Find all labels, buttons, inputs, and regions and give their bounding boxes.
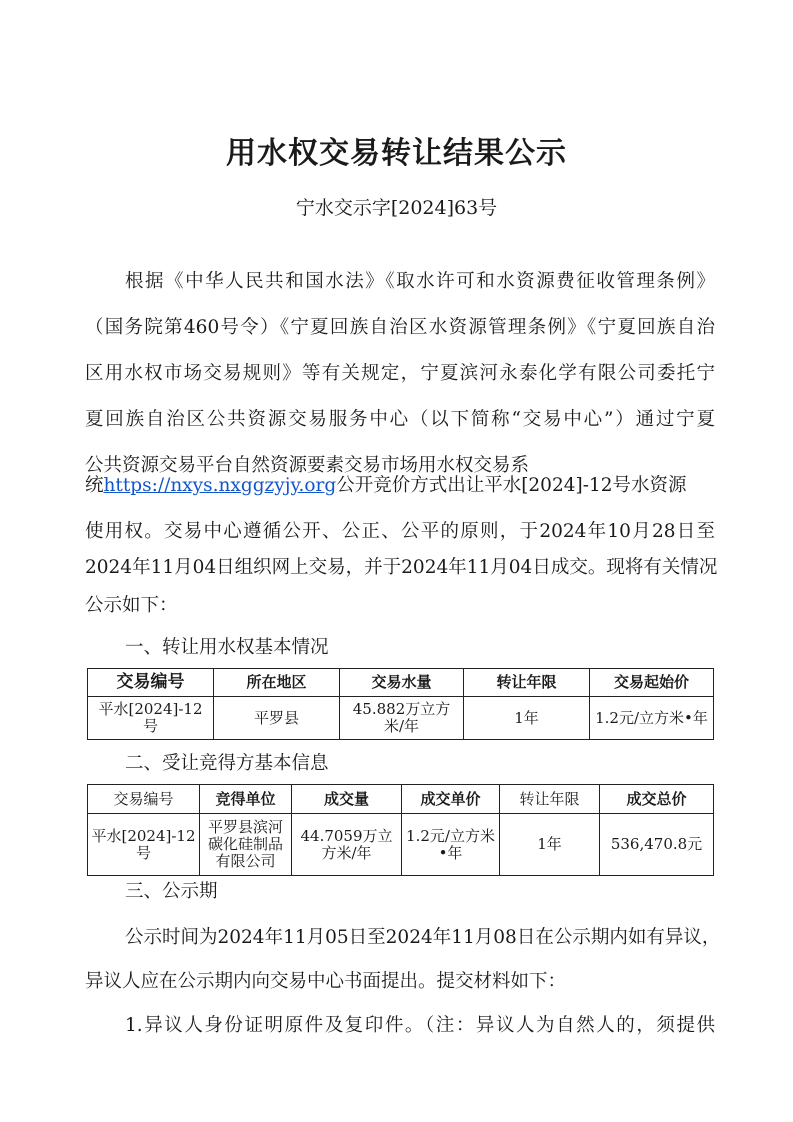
paragraph-line: 公示如下：: [85, 595, 178, 616]
table-header: 交易起始价: [590, 669, 714, 697]
paragraph-text: 公开竞价方式出让平水[2024]-12号水资源: [336, 475, 687, 496]
paragraph-line: 公共资源交易平台自然资源要素交易市场用水权交易系: [85, 455, 530, 476]
table-cell: 平水[2024]-12号: [88, 814, 200, 876]
table-cell: 平罗县: [214, 697, 340, 740]
paragraph-line: 使用权。交易中心遵循公开、公正、公平的原则，于2024年10月28日至: [85, 521, 715, 542]
paragraph-line-with-link: [85, 474, 715, 498]
paragraph-line: 区用水权市场交易规则》等有关规定，宁夏滨河永泰化学有限公司委托宁: [85, 363, 715, 384]
table-header: 成交单价: [402, 785, 500, 814]
paragraph-line: 夏回族自治区公共资源交易服务中心（以下简称“交易中心”）通过宁夏: [85, 409, 715, 430]
paragraph-text: 统: [85, 475, 104, 496]
section-heading: 一、转让用水权基本情况: [125, 637, 329, 658]
table-header: 交易水量: [340, 669, 464, 697]
table-cell: 1.2元/立方米•年: [590, 697, 714, 740]
paragraph-line: （国务院第460号令）《宁夏回族自治区水资源管理条例》《宁夏回族自治: [85, 317, 715, 338]
trading-system-link[interactable]: https://nxys.nxggzyjy.org: [103, 475, 337, 496]
table-cell: 44.7059万立方米/年: [292, 814, 402, 876]
transfer-info-table: [87, 668, 714, 740]
section-heading: 三、公示期: [125, 881, 218, 902]
table-cell: 536,470.8元: [600, 814, 714, 876]
table-header-row: [88, 669, 714, 697]
table-header: 转让年限: [464, 669, 590, 697]
winner-info-table: [87, 784, 714, 876]
section-heading: 二、受让竞得方基本信息: [125, 753, 329, 774]
table-cell: 1.2元/立方米•年: [402, 814, 500, 876]
table-cell: 1年: [500, 814, 600, 876]
paragraph-line: 公示时间为2024年11月05日至2024年11月08日在公示期内如有异议，: [125, 927, 721, 948]
table-header: 所在地区: [214, 669, 340, 697]
table-header: 转让年限: [500, 785, 600, 814]
table-row: [88, 697, 714, 740]
document-title: 用水权交易转让结果公示: [226, 136, 567, 171]
table-cell: 45.882万立方米/年: [340, 697, 464, 740]
table-header: 交易编号: [88, 785, 200, 814]
table-cell: 平水[2024]-12号: [88, 697, 214, 740]
paragraph-line: 根据《中华人民共和国水法》《取水许可和水资源费征收管理条例》: [125, 271, 715, 292]
paragraph-line: 2024年11月04日组织网上交易，并于2024年11月04日成交。现将有关情况: [85, 557, 718, 578]
document-number: 宁水交示字[2024]63号: [295, 197, 498, 219]
paragraph-line: 1.异议人身份证明原件及复印件。（注：异议人为自然人的，须提供: [125, 1015, 715, 1036]
table-cell: 1年: [464, 697, 590, 740]
table-row: [88, 814, 714, 876]
paragraph-line: 异议人应在公示期内向交易中心书面提出。提交材料如下：: [85, 971, 567, 992]
table-header: 成交量: [292, 785, 402, 814]
table-cell: 平罗县滨河碳化硅制品有限公司: [200, 814, 292, 876]
table-header: 竞得单位: [200, 785, 292, 814]
table-header-row: [88, 785, 714, 814]
table-header: 交易编号: [88, 669, 214, 697]
table-header: 成交总价: [600, 785, 714, 814]
